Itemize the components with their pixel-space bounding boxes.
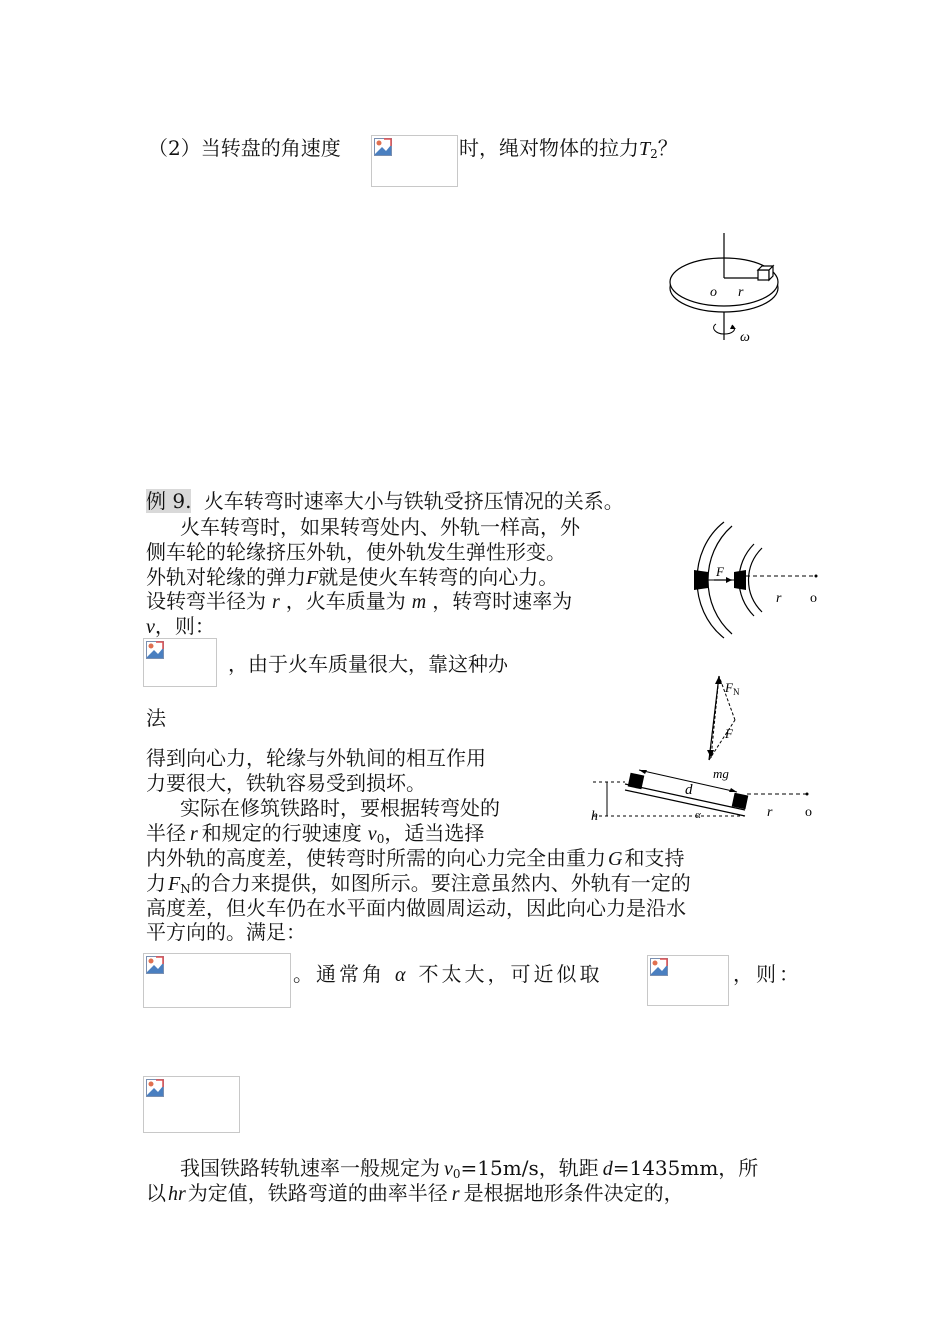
question-2-line bbox=[148, 136, 341, 160]
p2-l2-r: r bbox=[190, 823, 198, 845]
broken-image-icon bbox=[146, 641, 164, 659]
formula-image-approx bbox=[647, 955, 729, 1006]
p1-line-4 bbox=[146, 589, 572, 614]
p2-line-3 bbox=[146, 846, 684, 871]
question-2-suffix-line bbox=[459, 136, 678, 166]
formula-image-result bbox=[143, 1076, 240, 1133]
question-2-suffix: 时，绳对物体的拉力 bbox=[459, 136, 639, 160]
rail-right bbox=[732, 793, 749, 810]
formula-image-centripetal bbox=[143, 638, 217, 687]
wheel-right bbox=[734, 570, 746, 590]
alpha-label: α bbox=[695, 809, 701, 821]
p2-line-7 bbox=[293, 962, 603, 987]
wheel-left bbox=[694, 570, 708, 590]
p2-l7-b: 不太大，可近似取 bbox=[418, 962, 603, 986]
p1-l4-a: 设转弯半径为 bbox=[146, 589, 266, 613]
p3-l1-a: 我国铁路转轨速率一般规定为 bbox=[180, 1156, 440, 1180]
rail-left bbox=[628, 773, 645, 790]
p1-line-7: 法 bbox=[146, 706, 166, 730]
question-2-end: ？ bbox=[657, 136, 678, 160]
disk-o-label: o bbox=[710, 285, 717, 300]
p2-l2-sub: 0 bbox=[376, 832, 385, 846]
example-9-title: 火车转弯时速率大小与铁轨受挤压情况的关系。 bbox=[203, 489, 624, 513]
p2-l7-a: 。通常角 bbox=[293, 962, 385, 986]
broken-image-icon bbox=[650, 958, 668, 976]
turntable-figure bbox=[660, 228, 790, 353]
p1-l5-v: v bbox=[146, 616, 155, 638]
p1-line-1: 火车转弯时，如果转弯处内、外轨一样高，外 bbox=[180, 515, 580, 539]
p3-line-2 bbox=[146, 1181, 684, 1206]
p2-line-6: 平方向的。满足： bbox=[146, 920, 306, 944]
p3-l1-sub: 0 bbox=[452, 1167, 461, 1181]
p1-line-2: 侧车轮的轮缘挤压外轨，使外轨发生弹性形变。 bbox=[146, 540, 566, 564]
formula-image-omega bbox=[371, 135, 458, 187]
broken-image-icon bbox=[146, 956, 164, 974]
p3-l1-v: v bbox=[444, 1158, 453, 1180]
rail-o-label: o bbox=[810, 591, 817, 606]
broken-image-icon bbox=[374, 138, 392, 156]
p3-l2-hr: hr bbox=[168, 1183, 186, 1205]
inclined-track-figure bbox=[585, 670, 835, 830]
p1-l4-b: ，火车质量为 bbox=[285, 589, 406, 613]
example-9-heading bbox=[146, 489, 624, 513]
p3-l2-b: 为定值，铁路弯道的曲率半径 bbox=[187, 1181, 448, 1205]
p3-l1-b: =15m/s，轨距 bbox=[460, 1156, 599, 1180]
tension-sub: 2 bbox=[650, 147, 658, 161]
p3-l2-a: 以 bbox=[146, 1181, 166, 1205]
p1-l3-b: 就是使火车转弯的向心力。 bbox=[318, 565, 559, 589]
rail-curve-figure bbox=[688, 520, 838, 640]
p2-l4-a: 力 bbox=[146, 871, 166, 895]
p3-l2-r: r bbox=[451, 1183, 460, 1205]
p1-l5-b: ，则： bbox=[154, 614, 215, 638]
p2-l2-a: 半径 bbox=[146, 821, 186, 845]
formula-image-tan-alpha bbox=[143, 953, 291, 1008]
broken-image-icon bbox=[146, 1079, 164, 1097]
incline-r-label: r bbox=[767, 805, 773, 820]
p3-l1-d: d bbox=[602, 1158, 613, 1180]
FN-label: $F_N$ bbox=[725, 680, 740, 697]
p1-l4-c: ，转弯时速率为 bbox=[432, 589, 573, 613]
p2-line-5: 高度差，但火车仍在水平面内做圆周运动，因此向心力是沿水 bbox=[146, 896, 686, 920]
p1-l3-F: F bbox=[306, 567, 319, 589]
p1-line-9: 力要很大，铁轨容易受到损坏。 bbox=[146, 771, 426, 795]
p1-line-3 bbox=[146, 565, 558, 590]
p2-line-1: 实际在修筑铁路时，要根据转弯处的 bbox=[180, 796, 500, 820]
p2-l2-b: 和规定的行驶速度 bbox=[201, 821, 362, 845]
inner-rail-2 bbox=[749, 548, 763, 612]
p2-l2-v: v bbox=[367, 823, 377, 845]
p1-line-5 bbox=[146, 614, 215, 639]
p1-line-6: ，由于火车质量很大，靠这种办 bbox=[228, 652, 508, 676]
question-2-prefix: （2）当转盘的角速度 bbox=[148, 136, 341, 160]
block-on-disk bbox=[758, 266, 773, 280]
d-label: d bbox=[685, 782, 693, 798]
p1-l4-r: r bbox=[272, 591, 280, 613]
p2-line-7-end: ，则： bbox=[733, 962, 802, 986]
p3-l1-c: =1435mm，所 bbox=[612, 1156, 759, 1180]
example-9-label: 例 9. bbox=[146, 489, 192, 513]
p2-l4-F: F bbox=[168, 873, 181, 895]
p1-line-8: 得到向心力，轮缘与外轨间的相互作用 bbox=[146, 746, 486, 770]
p2-l7-alpha: α bbox=[395, 964, 409, 986]
incline-o-label: o bbox=[805, 805, 812, 820]
p2-l4-sub: N bbox=[180, 882, 191, 896]
rail-r-label: r bbox=[776, 591, 782, 606]
p3-l2-c: 是根据地形条件决定的， bbox=[463, 1181, 684, 1205]
p1-l3-a: 外轨对轮缘的弹力 bbox=[146, 565, 306, 589]
p2-l3-G: G bbox=[608, 848, 623, 870]
F-label: F bbox=[725, 726, 733, 741]
tension-var: T bbox=[639, 138, 651, 160]
p2-l4-b: 的合力来提供，如图所示。要注意虽然内、外轨有一定的 bbox=[190, 871, 691, 895]
disk-omega-label: ω bbox=[740, 330, 750, 345]
p2-l3-a: 内外轨的高度差，使转弯时所需的向心力完全由重力 bbox=[146, 846, 606, 870]
p2-l2-c: ，适当选择 bbox=[384, 821, 485, 845]
h-label: h bbox=[591, 809, 598, 824]
mg-label: mg bbox=[713, 766, 729, 781]
disk-r-label: r bbox=[738, 285, 744, 300]
p1-l4-m: m bbox=[411, 591, 427, 613]
rail-F-label: F bbox=[716, 564, 724, 579]
p2-l3-b: 和支持 bbox=[624, 846, 685, 870]
